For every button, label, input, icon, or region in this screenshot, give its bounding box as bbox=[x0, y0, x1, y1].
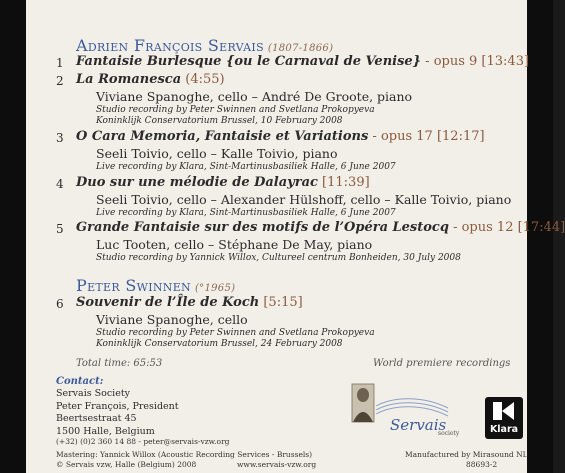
back-cover-panel bbox=[26, 0, 565, 473]
track-title-line bbox=[76, 175, 370, 190]
track-number: 2 bbox=[56, 74, 64, 88]
track-performers: Luc Tooten, cello – Stéphane De May, piano bbox=[96, 237, 373, 252]
klara-logo bbox=[485, 397, 523, 439]
klara-logo-text: Klara bbox=[489, 424, 519, 435]
servais-society-logo bbox=[344, 378, 459, 446]
track-number: 3 bbox=[56, 131, 64, 145]
contact-phone-email: (+32) (0)2 360 14 88 - peter@servais-vzw.org bbox=[56, 437, 230, 446]
track-note: Studio recording by Yannick Willox, Cultureel centrum Bonheiden, 30 July 2008 bbox=[96, 253, 461, 263]
composer-heading bbox=[76, 276, 235, 295]
contact-line: Beertsestraat 45 bbox=[56, 413, 137, 424]
premiere-note: World premiere recordings bbox=[373, 358, 511, 369]
track-info: [11:39] bbox=[317, 175, 370, 190]
track-title: O Cara Memoria, Fantaisie et Variations bbox=[76, 129, 369, 144]
track-note: Koninklijk Conservatorium Brussel, 10 February 2008 bbox=[96, 116, 343, 126]
track-note: Studio recording by Peter Swinnen and Svetlana Prokopyeva bbox=[96, 105, 375, 115]
track-info: - opus 9 [13:43] bbox=[421, 54, 530, 69]
society-logo-text: society bbox=[438, 430, 460, 437]
contact-block bbox=[56, 388, 179, 438]
track-title: Duo sur une mélodie de Dalayrac bbox=[76, 175, 318, 190]
composer-heading bbox=[76, 36, 333, 55]
track-info: (4:55) bbox=[181, 72, 225, 87]
track-title: Fantaisie Burlesque {ou le Carnaval de Venise} bbox=[76, 54, 422, 69]
track-performers: Seeli Toivio, cello – Kalle Toivio, piano bbox=[96, 146, 338, 161]
catalog-number: 88693-2 bbox=[466, 460, 498, 469]
composer-years: (1807-1866) bbox=[267, 43, 334, 54]
contact-line: Servais Society bbox=[56, 388, 131, 399]
composer-name: Adrien François Servais bbox=[76, 36, 264, 55]
left-frame bbox=[0, 0, 26, 473]
track-title-line bbox=[76, 72, 225, 87]
track-number: 1 bbox=[56, 56, 64, 70]
composer-years: (°1965) bbox=[194, 283, 236, 294]
track-note: Live recording by Klara, Sint-Martinusbasiliek Halle, 6 June 2007 bbox=[96, 162, 396, 172]
track-info: - opus 17 [12:17] bbox=[368, 129, 485, 144]
contact-line: Peter François, President bbox=[56, 400, 179, 412]
copyright: © Servais vzw, Halle (Belgium) 2008 bbox=[56, 460, 197, 469]
right-frame bbox=[527, 0, 553, 473]
track-performers: Viviane Spanoghe, cello – André De Groote, piano bbox=[96, 89, 413, 104]
track-title-line bbox=[76, 54, 529, 69]
track-note: Studio recording by Peter Swinnen and Svetlana Prokopyeva bbox=[96, 328, 375, 338]
track-title: La Romanesca bbox=[76, 72, 182, 87]
website-url: www.servais-vzw.org bbox=[237, 460, 317, 469]
track-performers: Seeli Toivio, cello – Alexander Hülshoff, cello – Kalle Toivio, piano bbox=[96, 192, 512, 207]
track-title-line bbox=[76, 129, 485, 144]
track-note: Koninklijk Conservatorium Brussel, 24 February 2008 bbox=[96, 339, 343, 349]
track-title-line bbox=[76, 295, 303, 310]
track-number: 5 bbox=[56, 222, 64, 236]
mastering-credit: Mastering: Yannick Willox (Acoustic Recording Services - Brussels) bbox=[56, 450, 313, 459]
track-info: - opus 12 [17:44] bbox=[448, 220, 565, 235]
manufacturer-credit: Manufactured by Mirasound NL bbox=[405, 450, 528, 459]
track-number: 4 bbox=[56, 177, 64, 191]
contact-heading: Contact: bbox=[56, 376, 104, 387]
track-title: Grande Fantaisie sur des motifs de l’Opéra Lestocq bbox=[76, 220, 449, 235]
track-performers: Viviane Spanoghe, cello bbox=[96, 312, 248, 327]
track-note: Live recording by Klara, Sint-Martinusbasiliek Halle, 6 June 2007 bbox=[96, 208, 396, 218]
composer-name: Peter Swinnen bbox=[76, 276, 191, 295]
contact-line: 1500 Halle, Belgium bbox=[56, 425, 155, 437]
track-title-line bbox=[76, 220, 565, 235]
track-title: Souvenir de l’Île de Koch bbox=[76, 295, 260, 310]
servais-logo-text: Servais bbox=[390, 416, 447, 434]
total-time: Total time: 65:53 bbox=[76, 358, 163, 369]
track-info: [5:15] bbox=[259, 295, 303, 310]
track-number: 6 bbox=[56, 297, 64, 311]
